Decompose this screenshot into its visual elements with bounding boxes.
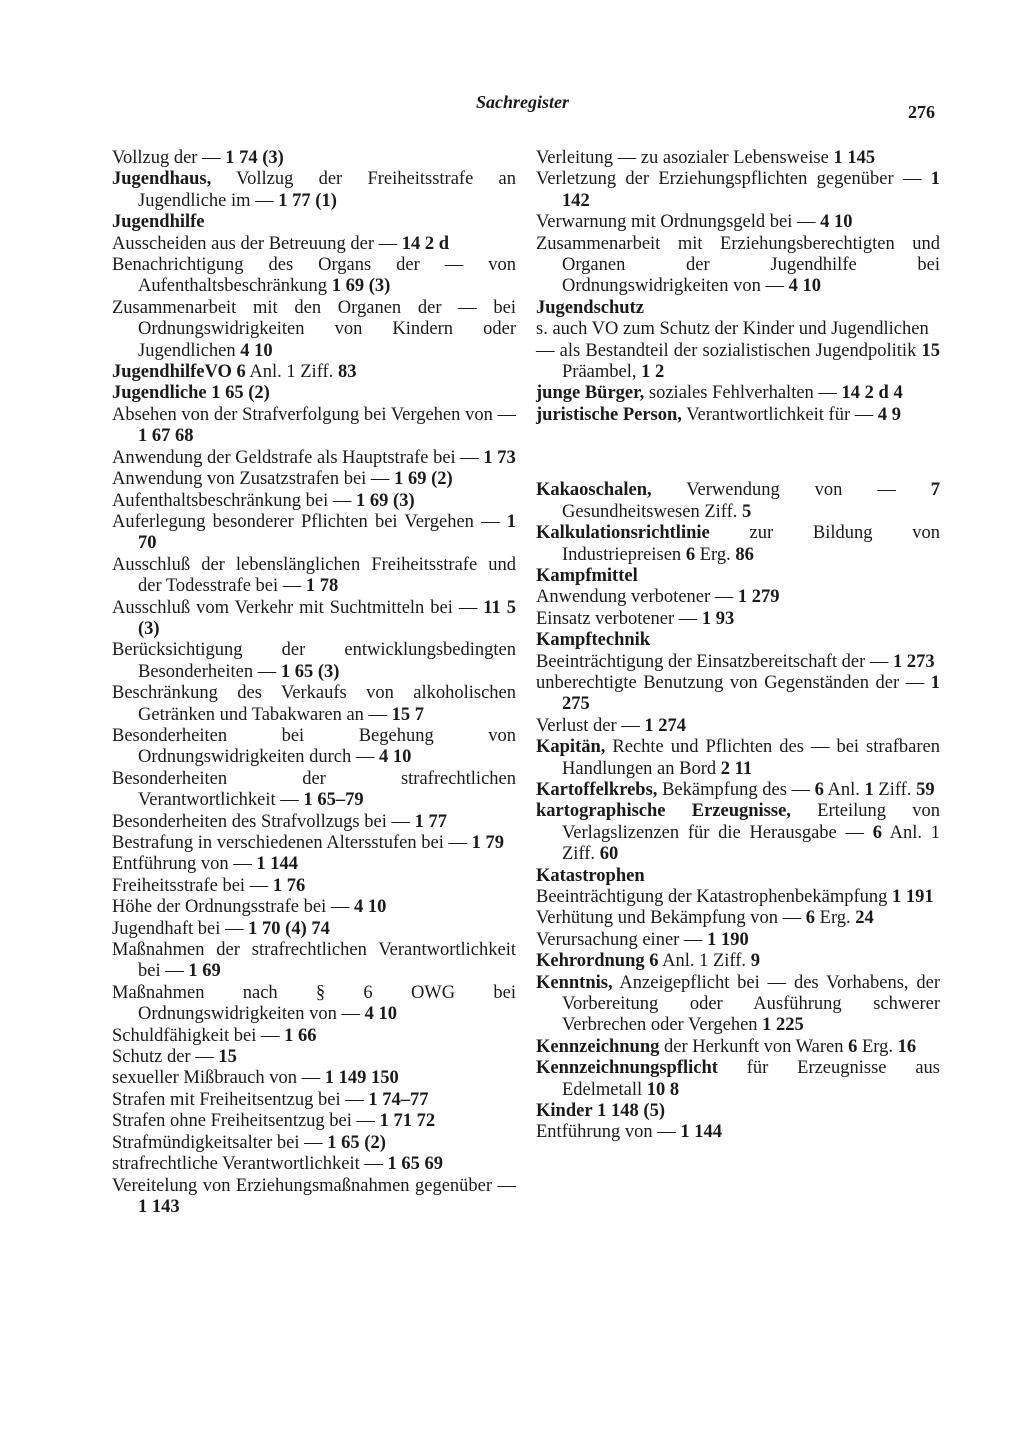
entry-bold-text: 6 (805, 908, 816, 929)
entry-text: Absehen von der Strafverfolgung bei Vergehen von — (112, 404, 516, 425)
entry-text: Erg. (815, 908, 856, 929)
index-entry (536, 234, 940, 298)
entry-text: Erg. (857, 1036, 898, 1057)
entry-bold-text: 1 74 (3) (225, 148, 284, 168)
entry-bold-text: 1 76 (272, 875, 306, 896)
entry-text: strafrechtliche Verantwortlichkeit — (112, 1154, 388, 1175)
index-entry (112, 1154, 516, 1175)
entry-text: Besonderheiten bei Begehung von Ordnungswidrigkeiten durch — (112, 725, 516, 768)
index-entry (112, 854, 516, 875)
entry-text: Anwendung von Zusatzstrafen bei — (112, 469, 395, 490)
page-header-title: Sachregister (476, 92, 570, 112)
index-entry (112, 448, 516, 469)
entry-text: Verleitung — zu asozialer Lebensweise (536, 148, 834, 168)
index-entry (536, 973, 940, 1037)
entry-bold-text: 1 143 (138, 1196, 180, 1217)
entry-bold-text: Jugendhaus, (112, 169, 212, 190)
entry-bold-text: 6 (872, 822, 882, 843)
entry-text: Einsatz verbotener — (536, 608, 702, 629)
index-entry (536, 951, 940, 972)
entry-bold-text: 6 (685, 544, 696, 565)
entry-text: Besonderheiten des Strafvollzugs bei — (112, 811, 415, 832)
index-entry (536, 737, 940, 780)
index-entry (112, 940, 516, 983)
entry-bold-text: 24 (855, 908, 874, 929)
entry-bold-text: 1 70 (138, 511, 516, 554)
index-entry (112, 255, 516, 298)
entry-text: Anl. 1 Ziff. (658, 951, 751, 972)
entry-text: Vereitelung von Erziehungsmaßnahmen gegenüber — (112, 1175, 516, 1196)
entry-bold-text: 4 10 (353, 897, 387, 918)
index-entry (536, 1122, 940, 1143)
entry-text: Anwendung der Geldstrafe als Hauptstrafe bei — (112, 447, 484, 468)
entry-text: Schutz der — (112, 1047, 219, 1068)
entry-bold-text: 1 69 (3) (331, 276, 391, 297)
entry-text: zur Bildung von Industriepreisen (562, 523, 940, 565)
index-entry (112, 212, 516, 233)
entry-bold-text: 1 273 (893, 651, 935, 672)
entry-text: Anl. 1 Ziff. (245, 362, 338, 383)
entry-text: Ausschluß vom Verkehr mit Suchtmitteln bei — (112, 597, 484, 618)
entry-text: Berücksichtigung der entwicklungsbedingten Besonderheiten — (112, 640, 516, 682)
index-entry (536, 383, 940, 404)
entry-text: Strafen mit Freiheitsentzug bei — (112, 1089, 369, 1110)
index-entry (112, 1068, 516, 1089)
entry-bold-text: junge Bürger, (536, 383, 645, 404)
entry-text: Anwendung verbotener — (536, 587, 738, 608)
entry-bold-text: 1 (864, 779, 874, 800)
entry-bold-text: 6 (814, 779, 824, 800)
entry-bold-text: 83 (337, 362, 357, 383)
entry-text: Zusammenarbeit mit Erziehungsberechtigten und Organen der Jugendhilfe bei Ordnungswidrigkeiten von — (536, 233, 940, 297)
index-entry (112, 469, 516, 490)
entry-text: Strafmündigkeitsalter bei — (112, 1132, 328, 1153)
entry-text: — als Bestandteil der sozialistischen Jugendpolitik (536, 340, 922, 361)
index-entry (112, 383, 516, 404)
index-entry (112, 983, 516, 1026)
entry-text: der Herkunft von Waren (659, 1036, 849, 1057)
entry-text: Beeinträchtigung der Einsatzbereitschaft der — (536, 651, 894, 672)
entry-bold-text: 1 65 (2) (327, 1132, 386, 1153)
entry-bold-text: Kinder (536, 1101, 593, 1122)
index-entry (112, 1026, 516, 1047)
index-entry (536, 1037, 940, 1058)
entry-bold-text: 1 148 (5) (597, 1101, 665, 1122)
index-entry (112, 555, 516, 598)
entry-bold-text: Kenntnis, (536, 972, 613, 993)
entry-bold-text: 1 65 (3) (280, 661, 340, 682)
entry-text: Präambel, (562, 362, 642, 383)
entry-text: Verantwortlichkeit für — (681, 404, 878, 425)
index-entry (536, 566, 940, 587)
entry-text: Verursachung einer — (536, 929, 708, 950)
entry-bold-text: 1 70 (4) 74 (248, 918, 330, 939)
entry-bold-text: 1 279 (737, 587, 780, 608)
index-entry (112, 683, 516, 726)
index-entry (112, 876, 516, 897)
entry-bold-text: 1 66 (284, 1025, 317, 1046)
entry-bold-text: 2 11 (720, 758, 753, 779)
entry-bold-text: juristische Person, (536, 404, 682, 425)
entry-bold-text: 60 (599, 844, 619, 865)
entry-text: unberechtigte Benutzung von Gegenständen der — (536, 672, 931, 693)
entry-text: Rechte und Pflichten des — bei strafbaren Handlungen an Bord (562, 737, 940, 779)
entry-bold-text: Katastrophen (536, 865, 645, 886)
entry-text: Ausschluß der lebenslänglichen Freiheitsstrafe und der Todesstrafe bei — (112, 554, 516, 597)
index-entry (536, 148, 940, 169)
entry-bold-text: Jugendliche (112, 383, 207, 404)
entry-text: Freiheitsstrafe bei — (112, 875, 273, 896)
entry-bold-text: 1 78 (305, 576, 339, 597)
entry-bold-text: 6 (848, 1036, 858, 1057)
index-entry (536, 609, 940, 630)
index-column-right (536, 148, 940, 1144)
entry-text: Erg. (695, 544, 736, 565)
entry-text: Bestrafung in verschiedenen Altersstufen bei — (112, 833, 472, 853)
entry-text: Verwarnung mit Ordnungsgeld bei — (536, 212, 821, 233)
entry-text: Anl. (823, 779, 865, 800)
entry-bold-text: 6 (236, 362, 246, 383)
entry-text: Beschränkung des Verkaufs von alkoholischen Getränken und Tabakwaren an — (112, 683, 516, 725)
index-entry (536, 319, 940, 340)
entry-bold-text: 1 71 72 (379, 1111, 436, 1132)
index-entry (536, 523, 940, 566)
index-entry (112, 833, 516, 854)
entry-bold-text: 4 10 (240, 340, 273, 361)
entry-bold-text: Jugendhilfe (112, 212, 205, 233)
entry-bold-text: 1 191 (892, 887, 934, 907)
entry-bold-text: 15 (218, 1047, 237, 1068)
entry-text: Vollzug der — (112, 148, 226, 168)
entry-text: Verhütung und Bekämpfung von — (536, 908, 806, 929)
index-group-j (536, 148, 940, 426)
index-entry (536, 298, 940, 319)
index-entry (112, 362, 516, 383)
index-entry (536, 887, 940, 908)
entry-bold-text: 1 65 69 (387, 1154, 444, 1175)
index-entry (112, 919, 516, 940)
entry-bold-text: 1 93 (701, 608, 735, 629)
entry-bold-text: 1 74–77 (368, 1089, 429, 1110)
index-entry (112, 1047, 516, 1068)
index-entry (112, 1090, 516, 1111)
index-entry (112, 512, 516, 555)
index-entry (112, 234, 516, 255)
entry-bold-text: 1 274 (644, 715, 687, 736)
index-entry (536, 673, 940, 716)
entry-bold-text: 1 144 (680, 1122, 723, 1143)
entry-text: Bekämpfung des — (657, 779, 815, 800)
index-entry (112, 1111, 516, 1132)
entry-text: Ziff. (873, 779, 917, 800)
entry-text: Maßnahmen nach § 6 OWG bei Ordnungswidrigkeiten von — (112, 982, 516, 1025)
entry-bold-text: 10 8 (646, 1079, 680, 1100)
index-entry (536, 1058, 940, 1101)
entry-text: Ausscheiden aus der Betreuung der — (112, 233, 402, 254)
entry-bold-text: 1 67 68 (138, 426, 194, 447)
entry-text: für Erzeugnisse aus Edelmetall (562, 1058, 940, 1100)
index-entry (112, 405, 516, 448)
entry-text: Entführung von — (112, 854, 257, 875)
index-entry (112, 1176, 516, 1219)
entry-bold-text: 1 225 (762, 1015, 804, 1036)
entry-bold-text: Kennzeichnung (536, 1036, 660, 1057)
index-entry (536, 169, 940, 212)
entry-text: Strafen ohne Freiheitsentzug bei — (112, 1111, 380, 1132)
entry-bold-text: 11 5 (3) (138, 597, 516, 639)
section-gap (536, 426, 940, 480)
entry-text: Zusammenarbeit mit den Organen der — bei Ordnungswidrigkeiten von Kindern oder Jugendlichen (112, 297, 516, 361)
index-entry (536, 652, 940, 673)
entry-bold-text: 1 79 (471, 833, 504, 853)
entry-bold-text: 15 7 (391, 704, 425, 725)
entry-text: s. auch VO zum Schutz der Kinder und Jugendlichen (536, 319, 929, 340)
index-entry (536, 405, 940, 426)
entry-bold-text: 1 65 (2) (211, 383, 270, 404)
index-entry (112, 598, 516, 641)
index-entry (112, 491, 516, 512)
entry-text: Besonderheiten der strafrechtlichen Verantwortlichkeit — (112, 768, 516, 811)
entry-bold-text: 1 65–79 (303, 790, 364, 811)
index-entry (536, 630, 940, 651)
entry-text: Schuldfähigkeit bei — (112, 1025, 285, 1046)
index-entry (536, 1101, 940, 1122)
index-column-left (112, 148, 516, 1218)
entry-bold-text: 5 (742, 501, 752, 522)
entry-text: Verletzung der Erziehungspflichten gegenüber — (536, 169, 931, 190)
index-entry (112, 812, 516, 833)
entry-bold-text: 6 (649, 951, 659, 972)
index-group-k (536, 480, 940, 1144)
index-entry (536, 930, 940, 951)
entry-bold-text: Kampfmittel (536, 565, 638, 586)
index-entry (112, 1133, 516, 1154)
entry-bold-text: 1 275 (562, 672, 940, 715)
entry-text: Auferlegung besonderer Pflichten bei Vergehen — (112, 511, 507, 532)
entry-bold-text: Kennzeichnungspflicht (536, 1058, 718, 1079)
index-entry (112, 640, 516, 683)
entry-bold-text: 16 (897, 1036, 917, 1057)
entry-text: Beeinträchtigung der Katastrophenbekämpfung (536, 887, 893, 907)
entry-bold-text: 9 (750, 951, 760, 972)
entry-text: Maßnahmen der strafrechtlichen Verantwortlichkeit bei — (112, 940, 516, 982)
entry-bold-text: 14 2 d (401, 233, 450, 254)
entry-bold-text: 4 10 (364, 1004, 397, 1025)
entry-text: Gesundheitswesen Ziff. (562, 501, 742, 522)
entry-bold-text: Kehrordnung (536, 951, 645, 972)
index-entry (112, 169, 516, 212)
index-entry (112, 148, 516, 169)
entry-text: Erteilung von Verlagslizenzen für die Herausgabe — (562, 801, 940, 843)
entry-bold-text: 1 142 (562, 169, 940, 211)
index-entry (536, 801, 940, 865)
entry-bold-text: 14 2 d 4 (841, 383, 903, 404)
index-entry (112, 298, 516, 362)
entry-bold-text: Kalkulationsrichtlinie (536, 523, 710, 544)
entry-bold-text: Kakaoschalen, (536, 480, 652, 501)
entry-bold-text: 4 9 (877, 404, 901, 425)
index-entry (536, 480, 940, 523)
entry-bold-text: Kapitän, (536, 737, 606, 758)
entry-text: Höhe der Ordnungsstrafe bei — (112, 897, 354, 918)
page-number: 276 (908, 102, 935, 122)
index-entry (536, 780, 940, 801)
entry-bold-text: 4 10 (820, 212, 853, 233)
entry-text: Jugendhaft bei — (112, 918, 249, 939)
entry-bold-text: 4 10 (788, 276, 821, 297)
entry-bold-text: 1 69 (188, 961, 221, 982)
entry-bold-text: 1 190 (707, 929, 749, 950)
entry-text: Entführung von — (536, 1122, 681, 1143)
entry-bold-text: 1 149 150 (324, 1068, 399, 1089)
entry-bold-text: JugendhilfeVO (112, 362, 232, 383)
entry-text: Benachrichtigung des Organs der — von Aufenthaltsbeschränkung (112, 255, 516, 297)
entry-bold-text: 1 69 (3) (356, 490, 415, 511)
entry-bold-text: 59 (916, 779, 935, 800)
index-entry (536, 587, 940, 608)
entry-text: Verwendung von — (651, 480, 931, 501)
entry-bold-text: Jugendschutz (536, 297, 644, 318)
entry-text: soziales Fehlverhalten — (644, 383, 842, 404)
entry-bold-text: 15 (921, 340, 940, 361)
index-entry (112, 897, 516, 918)
entry-bold-text: Kartoffelkrebs, (536, 779, 658, 800)
index-entry (536, 212, 940, 233)
index-entry (536, 341, 940, 384)
index-entry (536, 716, 940, 737)
entry-bold-text: 4 10 (378, 747, 412, 768)
entry-text: Verlust der — (536, 715, 645, 736)
entry-bold-text: 1 77 (414, 811, 447, 832)
entry-text: sexueller Mißbrauch von — (112, 1068, 325, 1089)
entry-text: Vollzug der Freiheitsstrafe an Jugendliche im — (138, 169, 516, 211)
entry-text: Anl. 1 Ziff. (562, 822, 940, 865)
index-entry (112, 769, 516, 812)
index-entry (536, 866, 940, 887)
index-entry (536, 908, 940, 929)
entry-bold-text: 1 77 (1) (278, 190, 337, 211)
entry-bold-text: 1 2 (641, 362, 665, 383)
entry-text: Anzeigepflicht bei — des Vorhabens, der Vorbereitung oder Ausführung schwerer Verbrechen oder Vergehen (562, 972, 940, 1036)
entry-bold-text: 1 73 (483, 447, 516, 468)
entry-bold-text: kartographische Erzeugnisse, (536, 801, 791, 822)
entry-bold-text: 1 144 (256, 854, 299, 875)
entry-bold-text: 1 69 (2) (394, 469, 453, 490)
entry-bold-text: 86 (735, 544, 754, 565)
entry-bold-text: 7 (930, 480, 940, 501)
entry-bold-text: Kampftechnik (536, 630, 651, 651)
entry-text: Aufenthaltsbeschränkung bei — (112, 490, 357, 511)
entry-bold-text: 1 145 (833, 148, 876, 168)
index-entry (112, 726, 516, 769)
